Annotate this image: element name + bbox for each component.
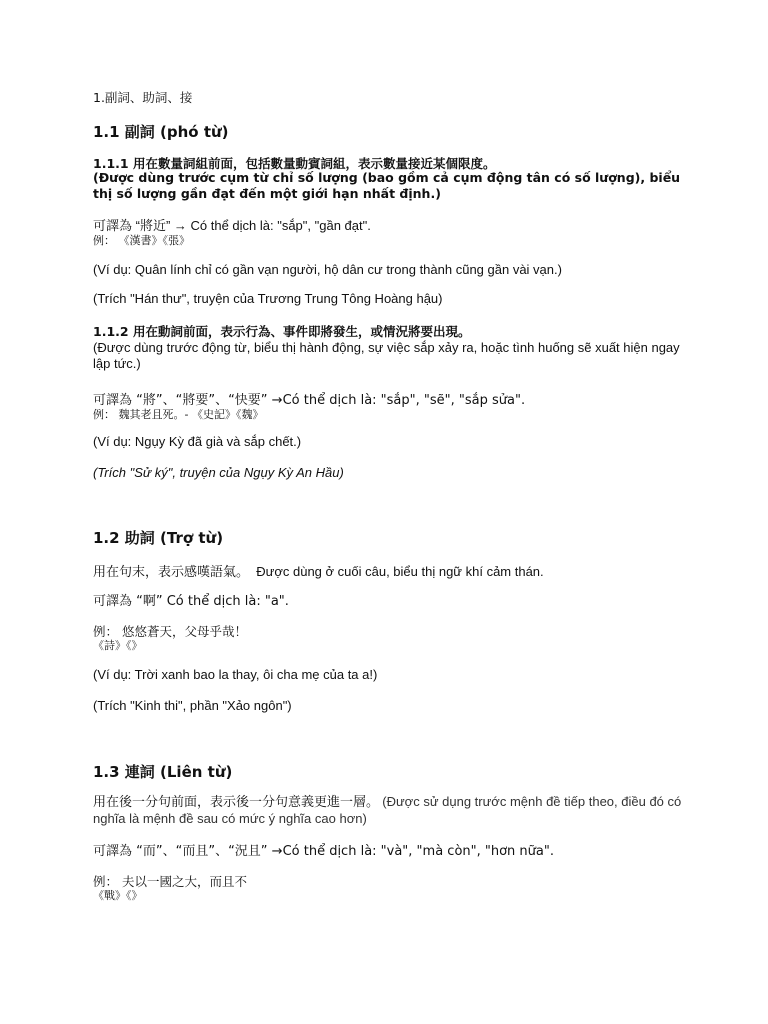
section-heading-1-3: 1.3 連詞 (Liên từ) — [93, 763, 233, 781]
example-source-book-1-2: 《詩》《》 — [93, 639, 143, 652]
translation-note-1-1-2: 可譯為 “將”、“將要”、“快要” →Có thể dịch là: "sắp", "sẽ", "sắp sửa". — [93, 393, 526, 408]
translation-note-1-2: 可譯為 “啊” Có thể dịch là: "a". — [93, 594, 289, 609]
example-translation-1-2: (Ví dụ: Trời xanh bao la thay, ôi cha mẹ của ta a!) — [93, 667, 378, 682]
citation-1-1-1: (Trích "Hán thư", truyện của Trương Trung Tông Hoàng hậu) — [93, 291, 443, 306]
section-description-1-2 — [93, 561, 544, 580]
citation-1-2: (Trích "Kinh thi", phần "Xảo ngôn") — [93, 698, 292, 713]
section-heading-1-2: 1.2 助詞 (Trợ từ) — [93, 529, 224, 547]
subsection-translation-1-1-2: (Được dùng trước động từ, biểu thị hành động, sự việc sắp xảy ra, hoặc tình huống sẽ xuất hiện ngay lập tức.) — [93, 340, 680, 371]
example-translation-1-1-1: (Ví dụ: Quân lính chỉ có gần vạn người, hộ dân cư trong thành cũng gần vài vạn.) — [93, 262, 562, 277]
example-source-1-1-2: 例： 魏其老且死。- 《史記》《魏》 — [93, 408, 264, 421]
example-translation-1-1-2: (Ví dụ: Ngụy Kỳ đã già và sắp chết.) — [93, 434, 302, 449]
example-source-1-1-1: 例： 《漢書》《張》 — [93, 234, 190, 247]
subsection-heading-1-1-1: 1.1.1 用在數量詞組前面，包括數量動賓詞組，表示數量接近某個限度。 — [93, 156, 496, 171]
description-vietnamese: (Được sử dụng trước mệnh đề tiếp theo, điều đó có nghĩa là mệnh đề sau có mức ý nghĩa cao hơn) — [93, 794, 682, 826]
description-chinese: 用在後一分句前面，表示後一分句意義更進一層。 — [93, 795, 380, 810]
section-heading-1-1: 1.1 副詞 (phó từ) — [93, 123, 229, 141]
translation-note-1-3: 可譯為 “而”、“而且”、“況且” →Có thể dịch là: "và", "mà còn", "hơn nữa". — [93, 844, 554, 859]
subsection-translation-1-1-1: (Được dùng trước cụm từ chỉ số lượng (bao gồm cả cụm động tân có số lượng), biểu thị số lượng gần đạt đến một giới hạn nhất định.) — [93, 170, 681, 201]
example-source-book-1-3: 《戰》《》 — [93, 889, 143, 902]
description-chinese: 用在句末，表示感嘆語氣。 — [93, 565, 250, 580]
document-title: 1.副詞、助詞、接 — [93, 90, 193, 105]
description-vietnamese: Được dùng ở cuối câu, biểu thị ngữ khí cảm thán. — [256, 564, 544, 579]
section-description-1-3 — [93, 794, 683, 827]
example-source-1-3: 例： 夫以一國之大，而且不 — [93, 874, 247, 889]
example-source-1-2: 例： 悠悠蒼天，父母乎哉！ — [93, 624, 247, 639]
subsection-heading-1-1-2: 1.1.2 用在動詞前面，表示行為、事件即將發生，或情況將要出現。 — [93, 324, 471, 339]
translation-note-1-1-1: 可譯為 “將近” → Có thể dịch là: "sắp", "gần đạt". — [93, 218, 371, 233]
citation-1-1-2: (Trích "Sử ký", truyện của Ngụy Kỳ An Hầu) — [93, 465, 344, 480]
